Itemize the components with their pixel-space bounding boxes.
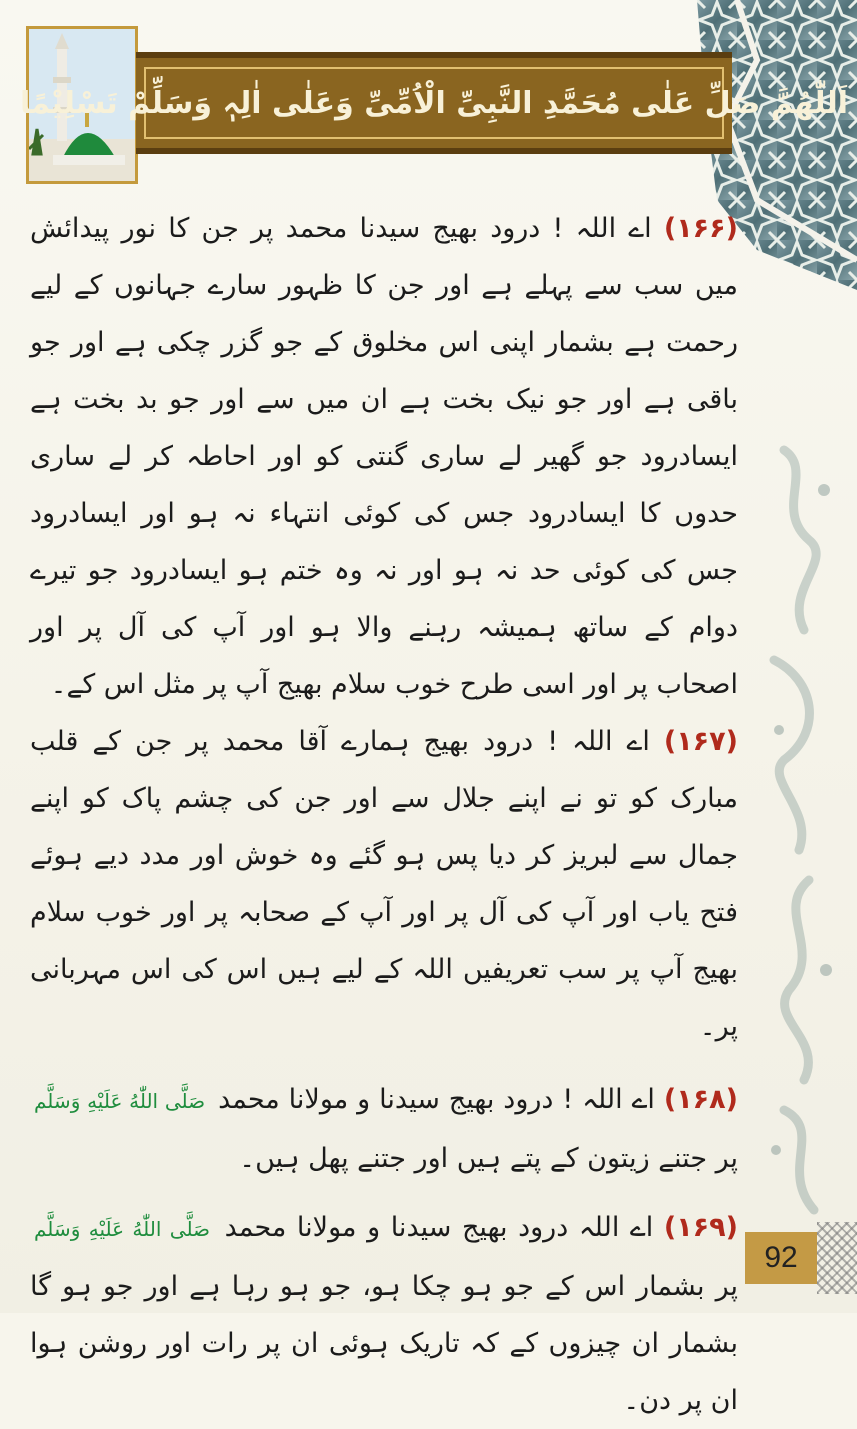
calligraphy-watermark <box>754 430 849 1250</box>
page-number: 92 <box>745 1232 817 1284</box>
verse-number: (۱۶۸) <box>663 1084 738 1115</box>
salawat-honorific: صَلَّى اللّٰهُ عَلَيْهِ وَسَلَّم <box>34 1217 211 1241</box>
paragraph-text: اے اللہ ! درود بھیج سیدنا محمد پر جن کا نور پیدائش میں سب سے پہلے ہے اور جن کا ظہور سارے جہانوں کے لیے رحمت ہے بشمار اپنی اس مخلوق کے جو گزر چکی ہے اور جو باقی ہے اور جو نیک بخت ہے ان میں سے اور جو بد بخت ہے ایسادرود جو گھیر لے ساری گنتی کو اور احاطہ کر لے ساری حدوں کا ایسادرود جس کی کوئی انتہاء نہ ہو اور ایسادرود جس کی کوئی حد نہ ہو اور نہ وہ ختم ہو ایسادرود جو تیرے دوام کے ساتھ ہمیشہ رہنے والا ہو اور آپ کی آل پر اور اصحاب پر اور اسی طرح خوب سلام بھیج آپ پر مثل اس کے۔ <box>30 213 738 700</box>
paragraph-168 <box>30 1071 738 1187</box>
page-number-ornament <box>817 1222 857 1294</box>
verse-number: (۱۶۹) <box>663 1212 738 1243</box>
paragraph-166 <box>30 200 738 713</box>
paragraph-text: اے اللہ ! درود بھیج ہمارے آقا محمد پر جن کے قلب مبارک کو تو نے اپنے جلال سے اور جن کی چشم پاک کو اپنے جمال سے لبریز کر دیا پس ہو گئے وہ خوش اور مدد دیے ہوئے فتح یاب اور آپ کی آل پر اور آپ کے صحابہ پر اور خوب سلام بھیج آپ پر سب تعریفیں اللہ کے لیے ہیں اس کی اس مہربانی پر۔ <box>30 726 738 1042</box>
paragraph-169 <box>30 1199 738 1429</box>
paragraph-167 <box>30 713 738 1055</box>
paragraph-text-continued: پر بشمار اس کے جو ہو چکا ہو، جو ہو رہا ہے اور جو ہو گا بشمار ان چیزوں کے کہ تاریک ہوئی ان پر رات اور روشن ہوا ان پر دن۔ <box>30 1271 738 1416</box>
paragraph-text: اے اللہ ! درود بھیج سیدنا و مولانا محمد <box>218 1084 655 1115</box>
salawat-honorific: صَلَّى اللّٰهُ عَلَيْهِ وَسَلَّم <box>34 1089 206 1113</box>
paragraph-text-continued: پر جتنے زیتون کے پتے ہیں اور جتنے پھل ہیں۔ <box>239 1143 738 1174</box>
paragraph-text: اے اللہ درود بھیج سیدنا و مولانا محمد <box>224 1212 654 1243</box>
main-text <box>30 200 738 1429</box>
verse-number: (۱۶۷) <box>663 726 738 757</box>
verse-number: (۱۶۶) <box>663 213 738 244</box>
header-durood-text: اَللّٰھُمَّ صَلِّ عَلٰی مُحَمَّدِ النَّبِیِّ الْاُمِّیِّ وَعَلٰی اٰلِہٖ وَسَلِّمْ تَسْلِیْمًا <box>19 85 848 121</box>
durood-header-banner <box>19 52 848 154</box>
